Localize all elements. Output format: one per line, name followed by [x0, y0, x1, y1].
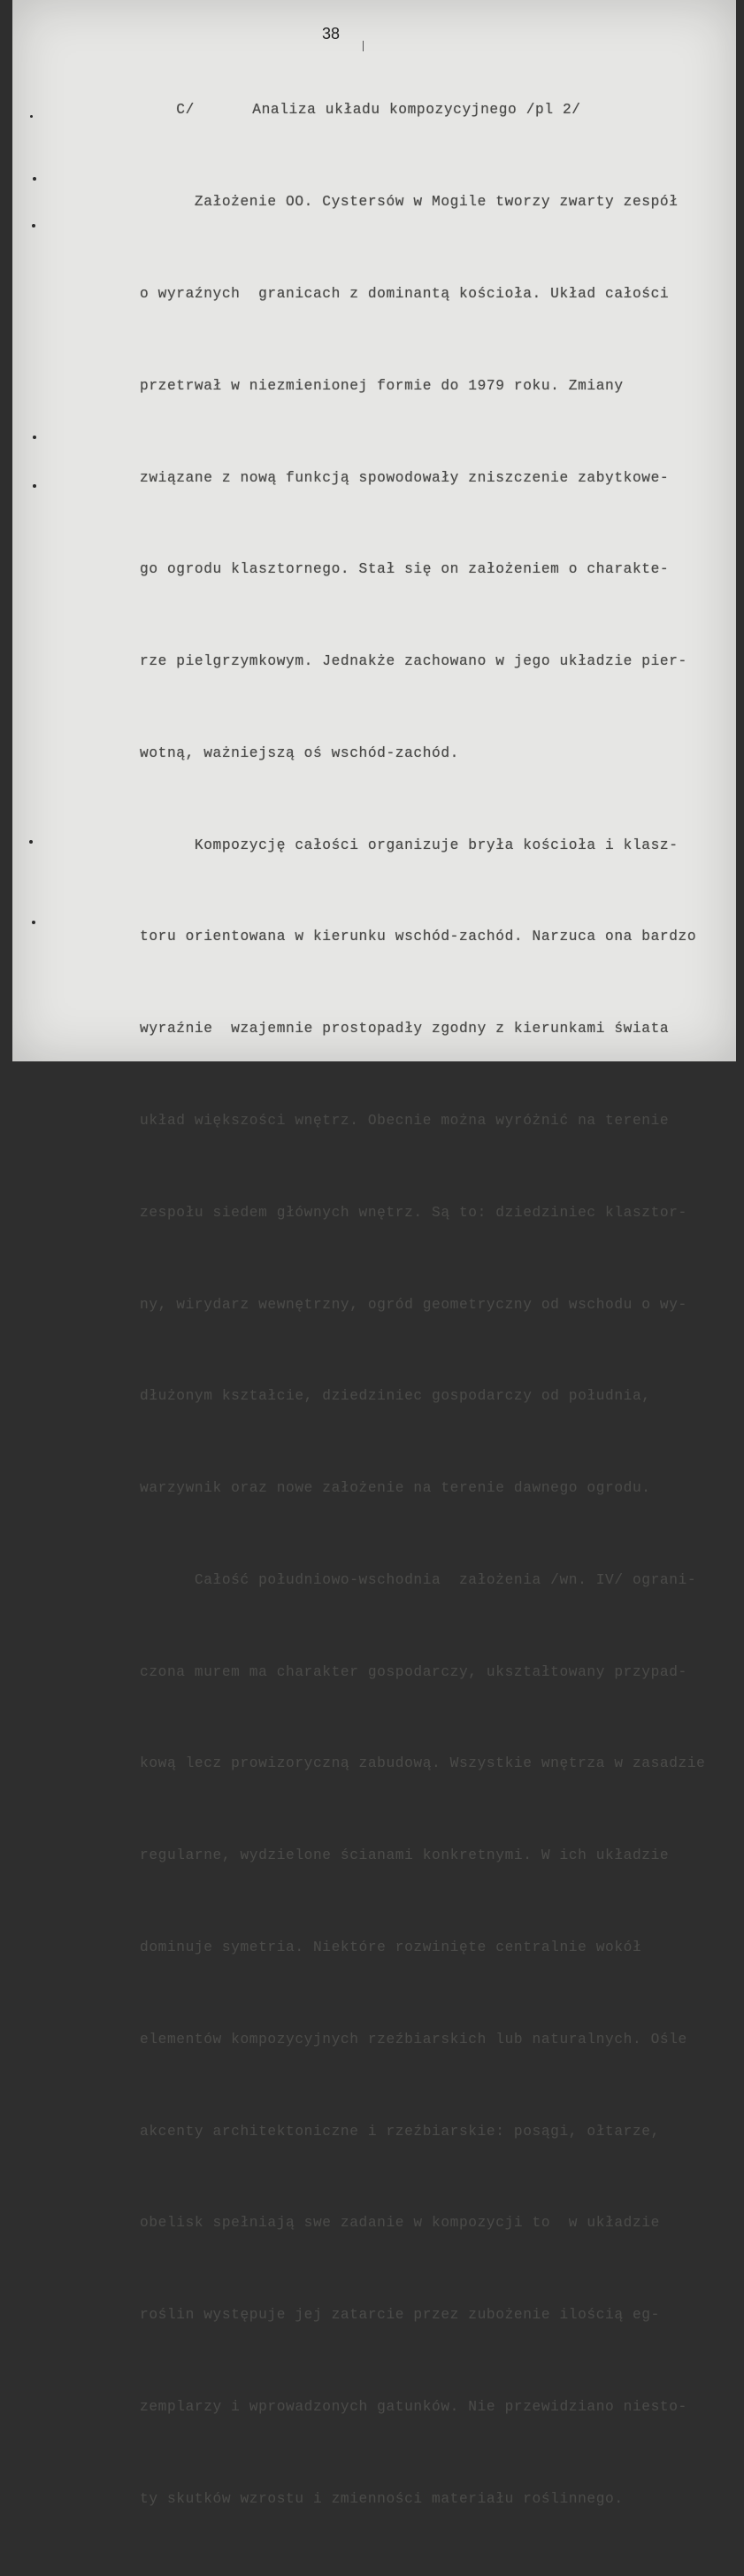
text-line: Założenie OO. Cystersów w Mogile tworzy zwarty zespół	[140, 194, 679, 211]
text-line: warzywnik oraz nowe założenie na terenie dawnego ogrodu.	[140, 1480, 651, 1497]
body-text	[140, 126, 705, 2576]
text-line: akcenty architektoniczne i rzeźbiarskie: posągi, ołtarze,	[140, 2123, 660, 2140]
text-line: przetrwał w niezmienionej formie do 1979 roku. Zmiany	[140, 377, 624, 394]
text-line: Całość południowo-wschodnia założenia /wn. IV/ ograni-	[140, 1571, 697, 1588]
text-line: go ogrodu klasztornego. Stał się on założeniem o charakte-	[140, 561, 670, 578]
text-line: zemplarzy i wprowadzonych gatunków. Nie przewidziano niesto-	[140, 2398, 687, 2415]
text-line: toru orientowana w kierunku wschód-zachód. Narzuca ona bardzo	[140, 929, 697, 945]
text-line: rze pielgrzymkowym. Jednakże zachowano w jego układzie pier-	[140, 653, 687, 670]
section-title: Analiza układu kompozycyjnego /pl 2/	[252, 102, 581, 118]
text-line: o wyraźnych granicach z dominantą kościoła. Układ całości	[140, 285, 670, 302]
text-line: czona murem ma charakter gospodarczy, ukształtowany przypad-	[140, 1663, 687, 1680]
text-line: dominuje symetria. Niektóre rozwinięte centralnie wokół	[140, 1940, 642, 1956]
text-line: wotną, ważniejszą oś wschód-zachód.	[140, 744, 459, 761]
margin-dot	[29, 840, 33, 844]
margin-dot	[32, 921, 35, 924]
text-line: elementów kompozycyjnych rzeźbiarskich lub naturalnych. Ośle	[140, 2031, 687, 2048]
pen-mark	[363, 41, 364, 51]
page-number: 38	[322, 25, 341, 42]
text-line: regularne, wydzielone ścianami konkretnymi. W ich układzie	[140, 1847, 670, 1864]
text-line: obelisk spełniają swe zadanie w kompozycji to w układzie	[140, 2215, 660, 2232]
margin-dot	[30, 115, 33, 118]
section-label: C/	[176, 102, 195, 118]
text-line: układ większości wnętrz. Obecnie można wyróżnić na terenie	[140, 1113, 670, 1129]
text-line: roślin występuje jej zatarcie przez zubożenie ilością eg-	[140, 2307, 660, 2324]
margin-dot	[33, 436, 36, 439]
margin-dot	[32, 224, 35, 228]
margin-dot	[33, 177, 36, 181]
text-line: ty skutków wzrostu i zmienności materiału roślinnego.	[140, 2490, 624, 2507]
text-line: ny, wirydarz wewnętrzny, ogród geometryczny od wschodu o wy-	[140, 1296, 687, 1313]
text-line: dłużonym kształcie, dziedziniec gospodarczy od południa,	[140, 1388, 651, 1405]
text-line: wyraźnie wzajemnie prostopadły zgodny z kierunkami świata	[140, 1021, 670, 1037]
text-line: kową lecz prowizoryczną zabudową. Wszystkie wnętrza w zasadzie	[140, 1755, 706, 1772]
text-line: Kompozycję całości organizuje bryła kościoła i klasz-	[140, 837, 679, 853]
margin-dot	[33, 484, 36, 488]
document-page	[12, 0, 736, 2507]
text-line: związane z nową funkcją spowodowały zniszczenie zabytkowe-	[140, 469, 670, 486]
text-line: zespołu siedem głównych wnętrz. Są to: dziedziniec klasztor-	[140, 1204, 687, 1221]
